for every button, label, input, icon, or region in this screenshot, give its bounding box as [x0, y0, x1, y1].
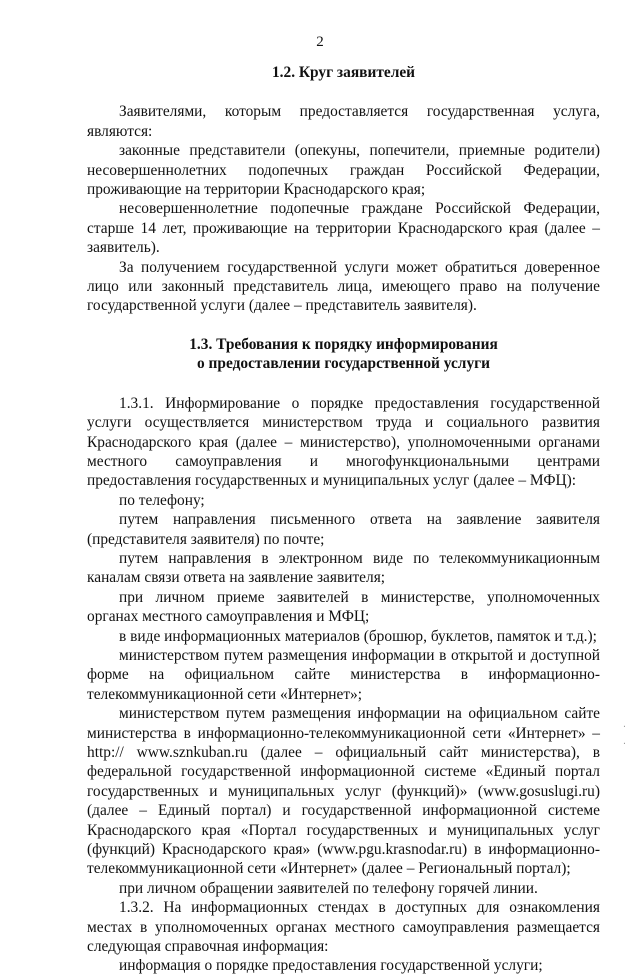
paragraph: Заявителями, которым предоставляется государственная услуга, являются: — [87, 103, 600, 140]
paragraph: при личном приеме заявителей в министерстве, уполномоченных органах местного самоуправления и МФЦ; — [87, 588, 600, 626]
paragraph: по телефону; — [119, 491, 205, 509]
section-title — [87, 335, 600, 374]
section-title: 1.2. Круг заявителей — [271, 64, 416, 81]
page-number: 2 — [316, 34, 324, 50]
paragraph: путем направления письменного ответа на заявление заявителя (представителя заявителя) по почте; — [87, 511, 600, 548]
paragraph: законные представители (опекуны, попечители, приемные родители) несовершеннолетних подопечных граждан Российской Федерации, проживающие на территории Краснодарского края; — [87, 142, 600, 199]
scan-artifact-mark: · — [622, 722, 626, 733]
paragraph: министерством путем размещения информации на официальном сайте министерства в информационно-телекоммуникационной сети «Интернет» – http:// www.sznkuban.ru (далее – официальный сайт министерства), в федеральной государственной информационной системе «Единый портал государственных и муниципальных услуг (функций)» (www.gosuslugi.ru) (далее – Единый портал) и государственной информационной системе Краснодарского края «Портал государственных и муниципальных услуг (функций) Краснодарского края» (www.pgu.krasnodar.ru) в информационно-телекоммуникационной сети «Интернет» (далее – Региональный портал); — [87, 705, 600, 878]
paragraph: 1.3.1. Информирование о порядке предоставления государственной услуги осуществляется министерством труда и социального развития Краснодарского края (далее – министерство), уполномоченными органами местного самоуправления и многофункциональными центрами предоставления государственных и муниципальных услуг (далее – МФЦ): — [87, 394, 600, 490]
paragraph: путем направления в электронном виде по телекоммуникационным каналам связи ответа на заявление заявителя; — [87, 549, 600, 587]
paragraph: информация о порядке предоставления государственной услуги; — [119, 957, 543, 975]
paragraph: в виде информационных материалов (брошюр, буклетов, памяток и т.д.); — [119, 627, 597, 645]
paragraph: несовершеннолетние подопечные граждане Российской Федерации, старше 14 лет, проживающие на территории Краснодарского края (далее – заявитель). — [87, 200, 600, 257]
paragraph: 1.3.2. На информационных стендах в доступных для ознакомления местах в уполномоченных органах местного самоуправления размещается следующая справочная информация: — [87, 899, 600, 956]
page-content — [87, 63, 600, 976]
paragraph: при личном обращении заявителей по телефону горячей линии. — [119, 879, 538, 897]
paragraph: За получением государственной услуги может обратиться доверенное лицо или законный представитель лица, имеющего право на получение государственной услуги (далее – представитель заявителя). — [87, 258, 600, 315]
section-title-line: 1.3. Требования к порядку информирования — [189, 335, 498, 353]
scan-artifact-mark: · — [622, 739, 626, 750]
paragraph: министерством путем размещения информации в открытой и доступной форме на официальном сайте министерства в информационно-телекоммуникационной сети «Интернет»; — [87, 646, 600, 703]
section-title-line: о предоставлении государственной услуги — [197, 355, 490, 373]
